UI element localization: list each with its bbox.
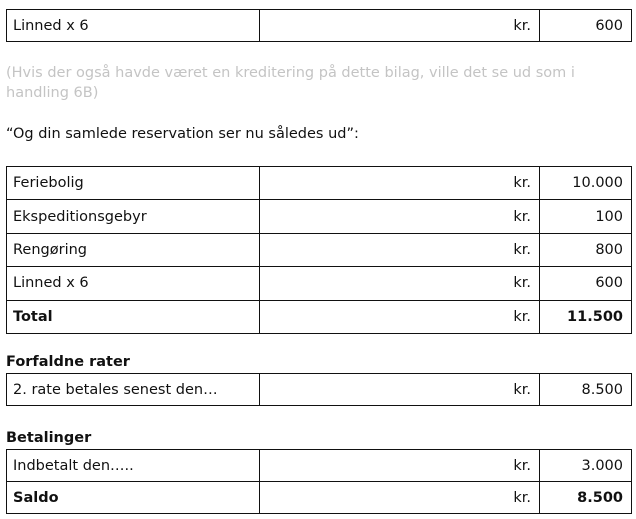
row-amount: 3.000 [540, 450, 632, 482]
table-row [7, 374, 632, 406]
linned-table [6, 9, 632, 42]
forfaldne-heading: Forfaldne rater [6, 354, 130, 370]
betalinger-heading: Betalinger [6, 430, 92, 446]
currency-label: kr. [260, 200, 540, 233]
row-amount: 10.000 [540, 167, 632, 200]
currency-label: kr. [260, 450, 540, 482]
row-label: Ekspeditionsgebyr [7, 200, 260, 233]
currency-label: kr. [260, 482, 540, 514]
row-label: Linned x 6 [7, 10, 260, 42]
row-amount: 100 [540, 200, 632, 233]
saldo-amount: 8.500 [540, 482, 632, 514]
saldo-row [7, 482, 632, 514]
forfaldne-table [6, 373, 632, 406]
currency-label: kr. [260, 374, 540, 406]
row-label: Linned x 6 [7, 267, 260, 300]
table-row [7, 233, 632, 266]
table-row [7, 200, 632, 233]
total-row [7, 300, 632, 333]
row-label: Indbetalt den….. [7, 450, 260, 482]
currency-label: kr. [260, 10, 540, 42]
currency-label: kr. [260, 267, 540, 300]
total-amount: 11.500 [540, 300, 632, 333]
table-row [7, 10, 632, 42]
row-amount: 8.500 [540, 374, 632, 406]
total-label: Total [7, 300, 260, 333]
reservation-intro: “Og din samlede reservation ser nu således ud”: [6, 126, 359, 142]
row-label: Feriebolig [7, 167, 260, 200]
table-row [7, 450, 632, 482]
currency-label: kr. [260, 300, 540, 333]
currency-label: kr. [260, 233, 540, 266]
table-row [7, 267, 632, 300]
row-amount: 600 [540, 267, 632, 300]
credit-note: (Hvis der også havde været en kreditering på dette bilag, ville det se ud som i handling 6B) [6, 65, 575, 101]
row-amount: 600 [540, 10, 632, 42]
reservation-table [6, 166, 632, 334]
table-row [7, 167, 632, 200]
saldo-label: Saldo [7, 482, 260, 514]
currency-label: kr. [260, 167, 540, 200]
row-label: 2. rate betales senest den… [7, 374, 260, 406]
row-label: Rengøring [7, 233, 260, 266]
betalinger-table [6, 449, 632, 514]
row-amount: 800 [540, 233, 632, 266]
